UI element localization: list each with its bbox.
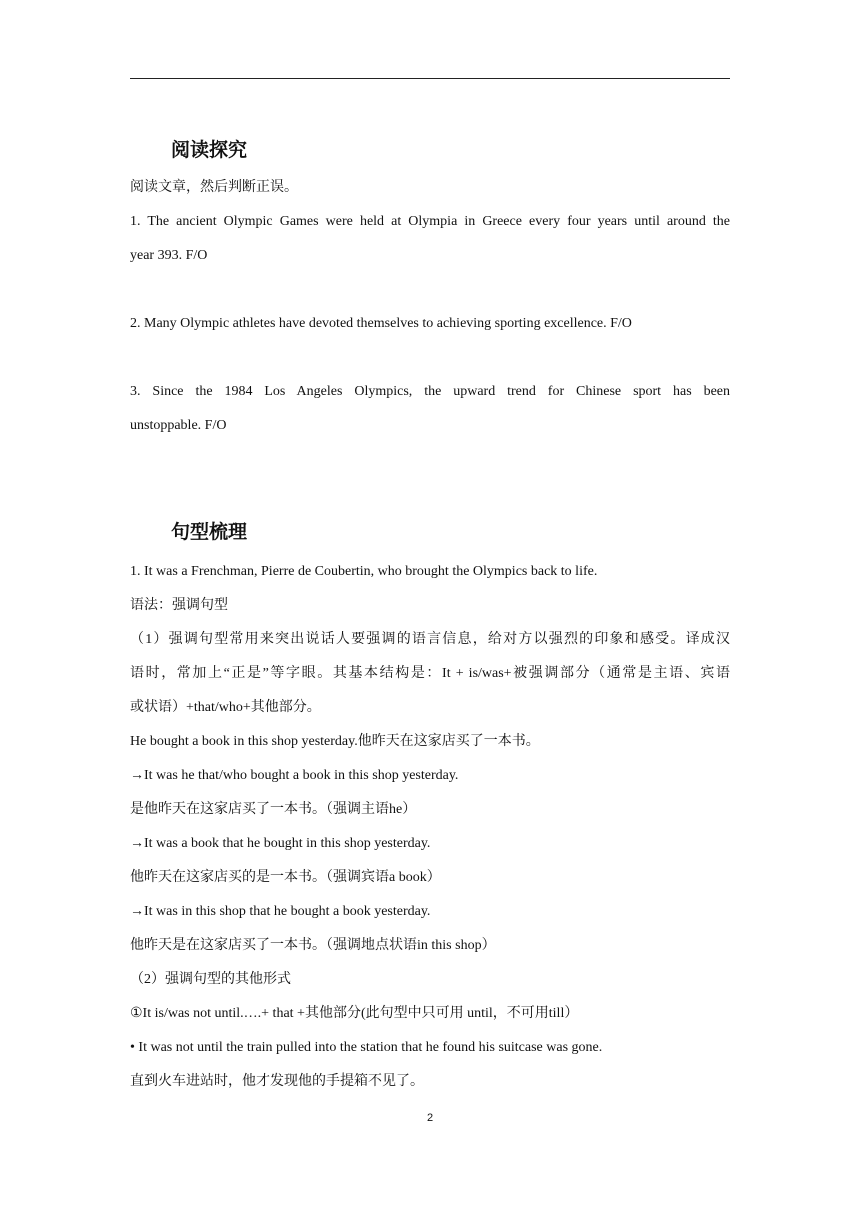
reading-item-3-line-2: unstoppable. F/O [130,418,227,433]
sentence-line-3: （1）强调句型常用来突出说话人要强调的语言信息，给对方以强烈的印象和感受。译成汉 [130,632,730,647]
sentence-line-4: 语时，常加上“正是”等字眼。其基本结构是：It + is/was+被强调部分（通常是主语、宾语 [130,666,730,681]
sentence-line-15: • It was not until the train pulled into the station that he found his suitcase was gone. [130,1040,603,1055]
sentence-line-11: →It was in this shop that he bought a book yesterday. [130,904,431,919]
sentence-line-2: 语法：强调句型 [130,598,228,613]
reading-item-1-line-2: year 393. F/O [130,248,208,263]
page-number: 2 [426,1112,434,1124]
sentence-line-10: 他昨天在这家店买的是一本书。（强调宾语a book） [130,870,441,885]
reading-item-1-line-1: 1. The ancient Olympic Games were held at Olympia in Greece every four years until around the [130,214,730,229]
sentence-line-16: 直到火车进站时，他才发现他的手提箱不见了。 [130,1074,424,1089]
section-heading-reading: 阅读探究 [171,139,248,161]
reading-item-2: 2. Many Olympic athletes have devoted themselves to achieving sporting excellence. F/O [130,316,632,331]
sentence-line-9: →It was a book that he bought in this shop yesterday. [130,836,431,851]
sentence-line-5: 或状语）+that/who+其他部分。 [130,700,321,715]
sentence-line-7: →It was he that/who bought a book in this shop yesterday. [130,768,459,783]
reading-instruction: 阅读文章，然后判断正误。 [130,180,298,195]
sentence-line-13: （2）强调句型的其他形式 [130,972,291,987]
sentence-line-6: He bought a book in this shop yesterday.他昨天在这家店买了一本书。 [130,734,540,749]
sentence-line-8: 是他昨天在这家店买了一本书。（强调主语he） [130,802,417,817]
sentence-line-1: 1. It was a Frenchman, Pierre de Coubertin, who brought the Olympics back to life. [130,564,598,579]
header-rule [130,78,730,79]
sentence-line-12: 他昨天是在这家店买了一本书。（强调地点状语in this shop） [130,938,496,953]
reading-item-3-line-1: 3. Since the 1984 Los Angeles Olympics, the upward trend for Chinese sport has been [130,384,730,399]
section-heading-sentence: 句型梳理 [171,521,248,543]
sentence-line-14: ①It is/was not until.….+ that +其他部分(此句型中只可用 until，不可用till） [130,1006,579,1021]
